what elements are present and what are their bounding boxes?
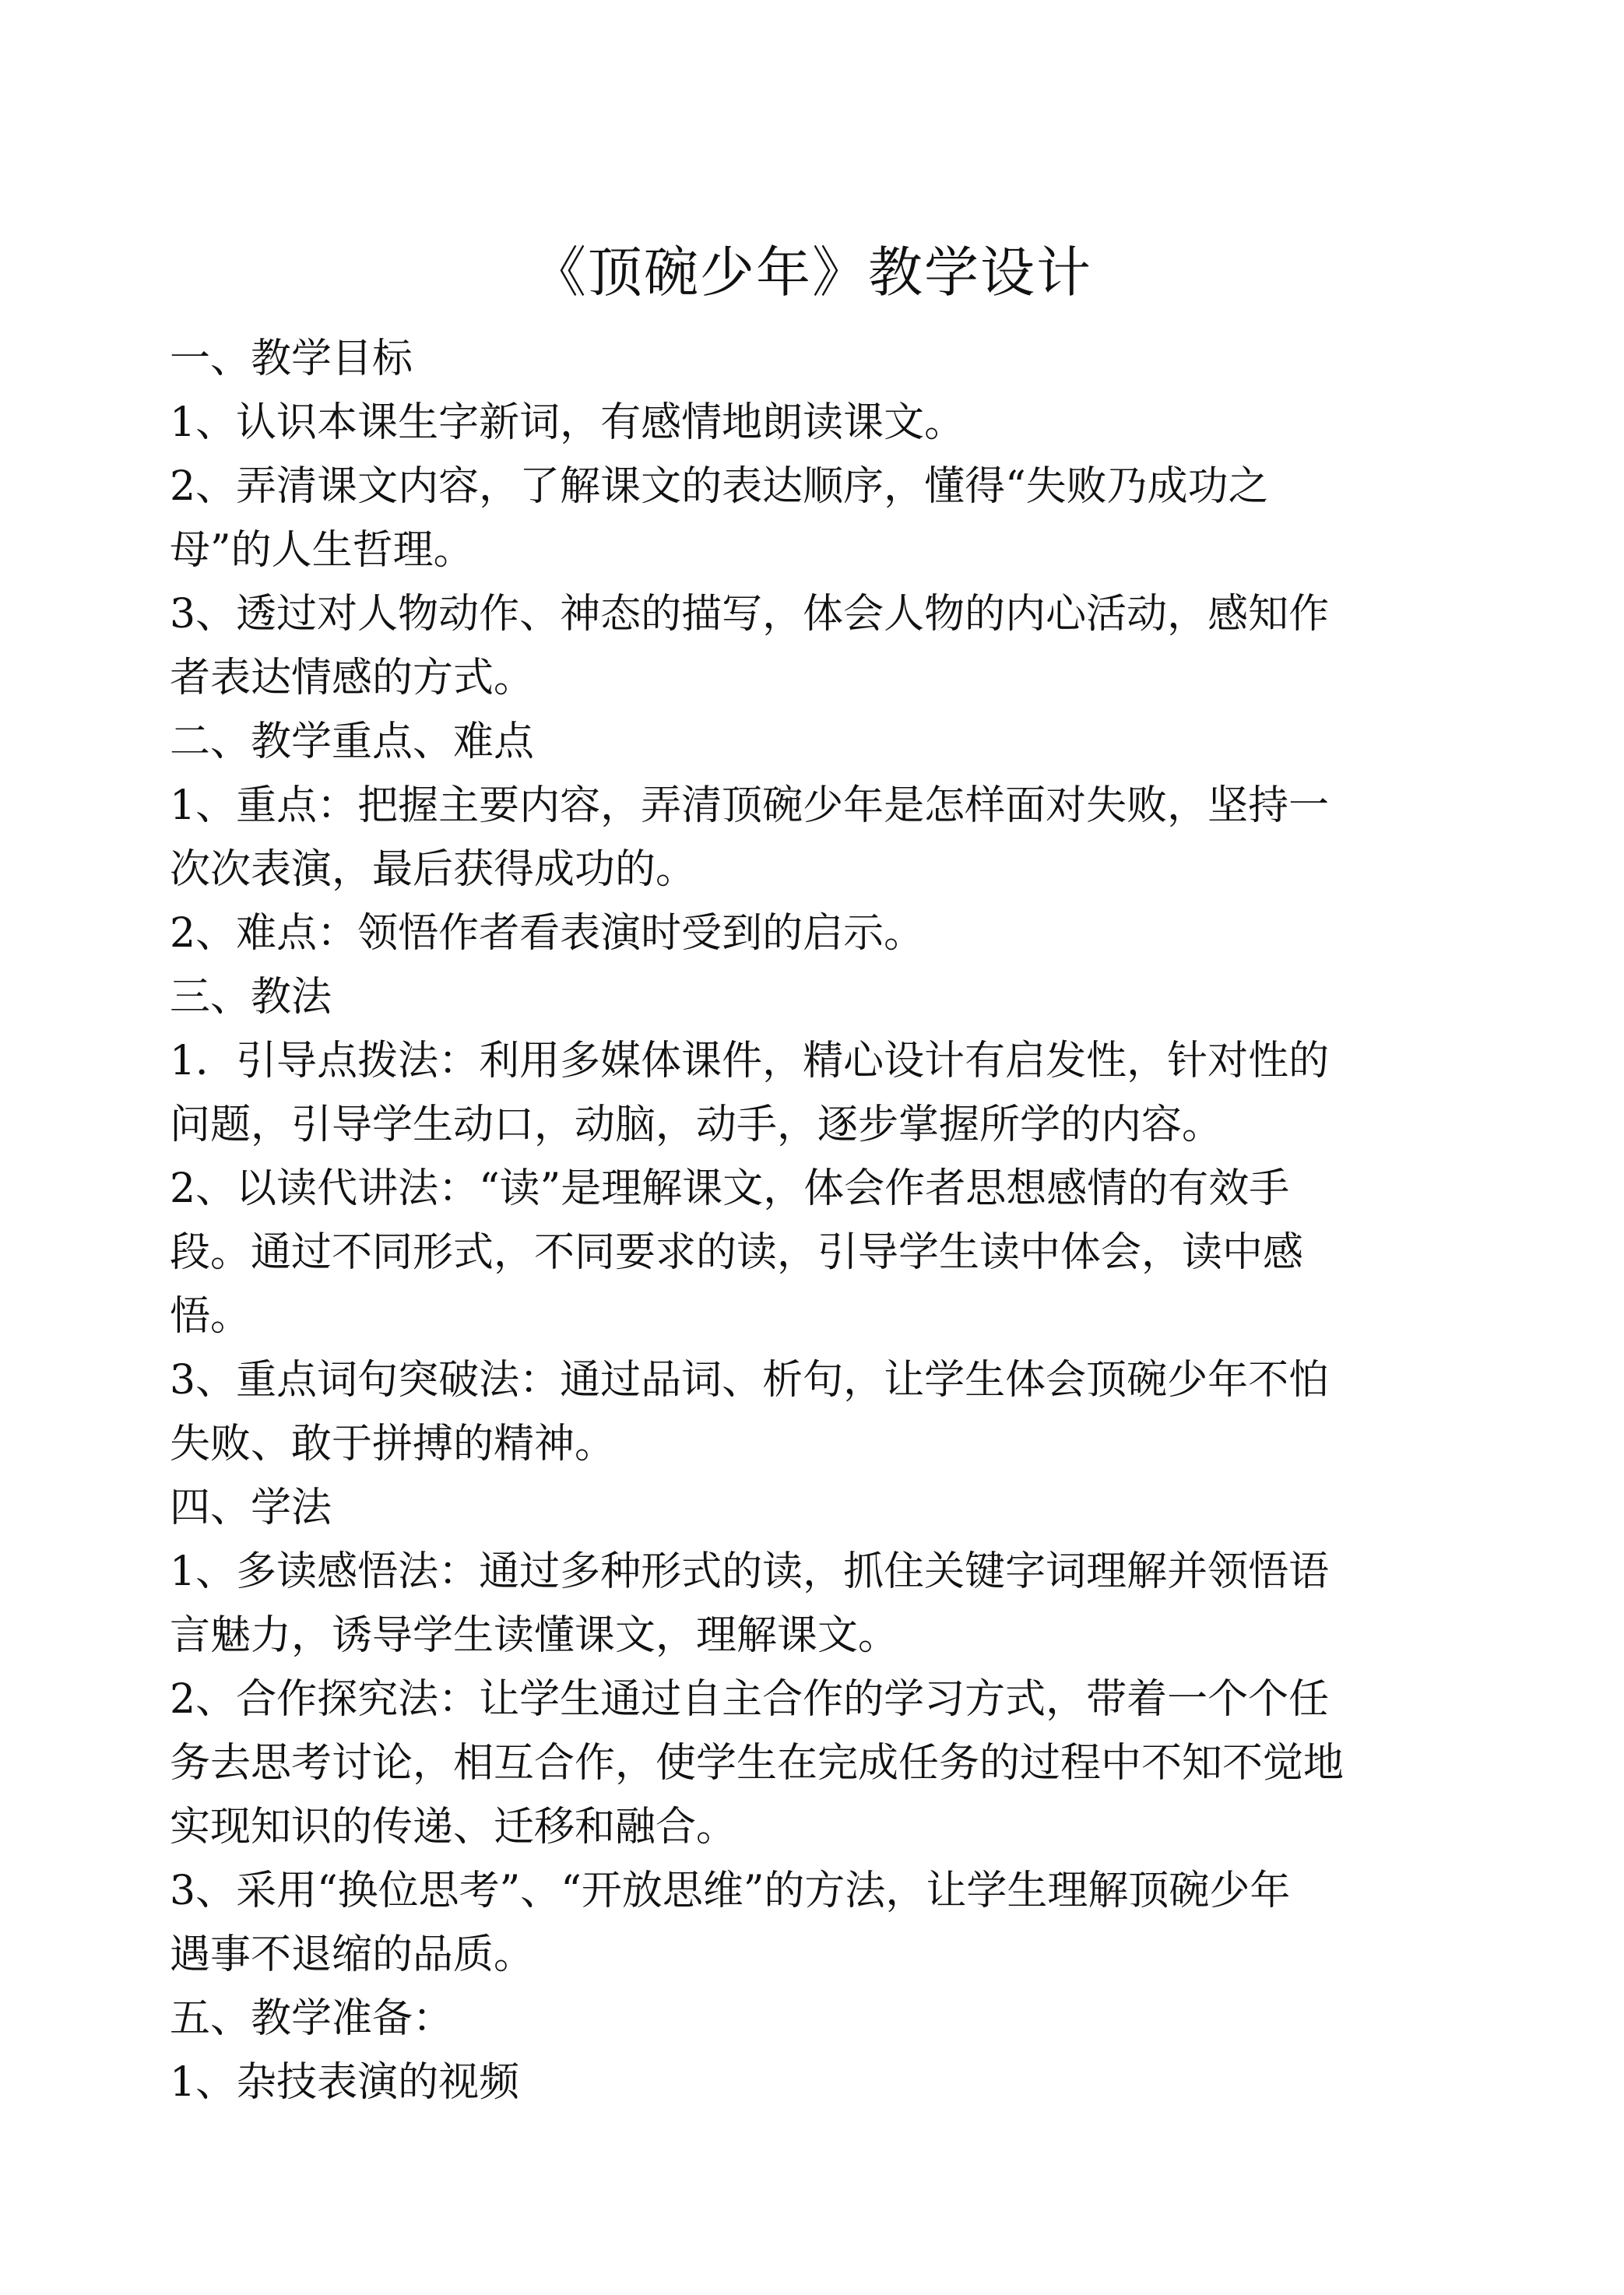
text-line: 母”的人生哲理。: [170, 527, 474, 574]
text-line: 遇事不退缩的品质。: [170, 1931, 535, 1978]
text-line: 1、认识本课生字新词，有感情地朗读课文。: [170, 399, 965, 446]
text-line: 失败、敢于拼搏的精神。: [170, 1421, 616, 1467]
text-line: 实现知识的传递、迁移和融合。: [170, 1804, 737, 1850]
text-line: 悟。: [170, 1293, 251, 1340]
text-line: 段。通过不同形式，不同要求的读，引导学生读中体会，读中感: [170, 1229, 1304, 1276]
text-line: 1、杂技表演的视频: [170, 2059, 520, 2106]
text-line: 2、难点：领悟作者看表演时受到的启示。: [170, 910, 925, 957]
text-line: 言魅力，诱导学生读懂课文，理解课文。: [170, 1612, 899, 1659]
text-line: 务去思考讨论，相互合作，使学生在完成任务的过程中不知不觉地: [170, 1740, 1345, 1787]
section-heading-learning-methods: 四、学法: [170, 1485, 332, 1531]
text-line: 1．引导点拨法：利用多媒体课件，精心设计有启发性，针对性的: [170, 1038, 1330, 1084]
document-title: 《顶碗少年》教学设计: [532, 241, 1092, 304]
text-line: 问题，引导学生动口，动脑，动手，逐步掌握所学的内容。: [170, 1102, 1223, 1148]
text-line: 3、重点词句突破法：通过品词、析句，让学生体会顶碗少年不怕: [170, 1357, 1330, 1404]
text-line: 2、以读代讲法：“读”是理解课文，体会作者思想感情的有效手: [170, 1165, 1290, 1212]
text-line: 者表达情感的方式。: [170, 655, 535, 701]
document-body: [170, 327, 1462, 2114]
section-heading-preparation: 五、教学准备：: [170, 1995, 454, 2042]
section-heading-teaching-methods: 三、教法: [170, 974, 332, 1021]
section-heading-objectives: 一、教学目标: [170, 336, 413, 382]
text-line: 3、透过对人物动作、神态的描写，体会人物的内心活动，感知作: [170, 591, 1330, 638]
text-line: 1、重点：把握主要内容，弄清顶碗少年是怎样面对失败，坚持一: [170, 782, 1330, 829]
text-line: 2、合作探究法：让学生通过自主合作的学习方式，带着一个个任: [170, 1676, 1330, 1723]
text-line: 次次表演，最后获得成功的。: [170, 846, 697, 893]
section-heading-key-points: 二、教学重点、难点: [170, 719, 535, 765]
text-line: 3、采用“换位思考”、“开放思维”的方法，让学生理解顶碗少年: [170, 1868, 1291, 1914]
text-line: 1、多读感悟法：通过多种形式的读，抓住关键字词理解并领悟语: [170, 1548, 1330, 1595]
text-line: 2、弄清课文内容，了解课文的表达顺序，懂得“失败乃成功之: [170, 463, 1269, 510]
